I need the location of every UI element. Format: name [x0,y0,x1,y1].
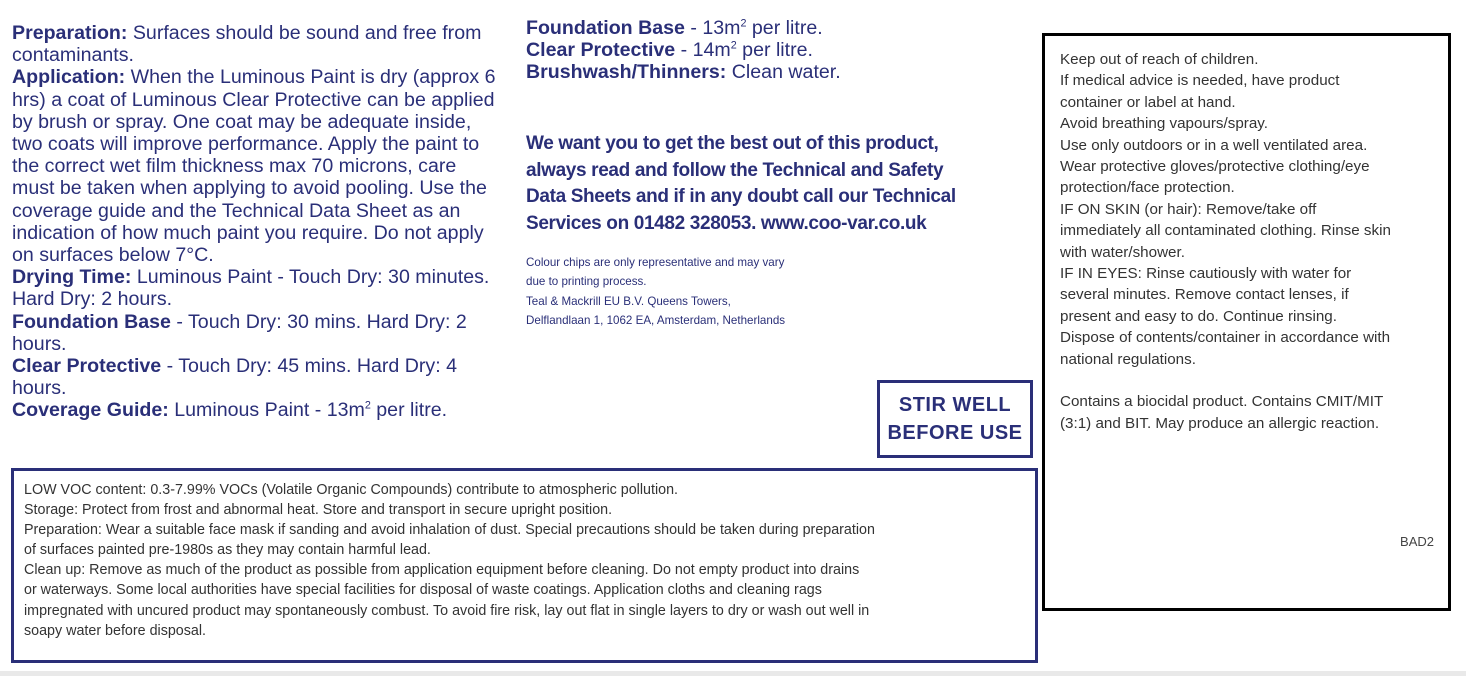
safety-line: If medical advice is needed, have product [1060,72,1340,90]
drying-label: Drying Time: [12,266,132,289]
clear-coverage-superscript: 2 [730,39,737,52]
foundation-coverage-label: Foundation Base [526,17,685,39]
application-text: When the Luminous Paint is dry (approx 6 hrs) a coat of Luminous Clear Protective can be applied by brush or spray. One coat may be adequate inside, two coats will improve performance. Apply the paint to the correct wet film thickness max 70 microns, care must be taken when applying to avoid pooling. Use the coverage guide and the Technical Data Sheet as an indication of how much paint you require. Do not apply on surfaces below 7°C. [12,66,496,267]
brushwash-text: Clean water. [726,61,841,84]
safety-line: IF IN EYES: Rinse cautiously with water for [1060,265,1352,283]
clear-drying-paragraph [12,355,502,399]
reference-code: BAD2 [1400,534,1434,549]
coverage-label: Coverage Guide: [12,399,169,422]
preparation-label: Preparation: [12,22,128,44]
safety-line: protection/face protection. [1060,179,1235,197]
preparation-safety-line: of surfaces painted pre-1980s as they may contain harmful lead. [24,542,431,559]
disclaimer-line: due to printing process. [526,275,647,289]
cta-line: always read and follow the Technical and Safety [526,159,944,181]
safety-line: with water/shower. [1060,243,1185,261]
foundation-coverage-text: - 13m [684,17,741,39]
safety-line: Dispose of contents/container in accordance with [1060,329,1391,347]
brushwash-line [526,61,946,83]
clear-drying-label: Clear Protective [12,355,162,378]
foundation-drying-text: - Touch Dry: 30 mins. Hard Dry: 2 hours. [12,310,467,355]
cleanup-line: Clean up: Remove as much of the product as possible from application equipment before cleaning. Do not empty product into drains [24,562,860,579]
safety-precautions-box [1042,33,1451,611]
cta-line: Services on 01482 328053. www.coo-var.co.uk [526,212,927,234]
safety-line: present and easy to do. Continue rinsing. [1060,307,1337,325]
clear-drying-text: - Touch Dry: 45 mins. Hard Dry: 4 hours. [12,355,458,400]
clear-coverage [526,39,946,61]
foundation-drying-paragraph [12,311,502,355]
clear-coverage-text: - 14m [675,39,731,62]
safety-line: national regulations. [1060,350,1196,368]
safety-line: IF ON SKIN (or hair): Remove/take off [1060,200,1317,218]
preparation-paragraph [12,22,502,66]
coverage-tail: per litre. [370,399,448,422]
biocide-line: Contains a biocidal product. Contains CMIT/MIT [1060,393,1384,411]
coverage-superscript: 2 [364,399,371,412]
instructions-column [12,22,502,422]
preparation-text: Surfaces should be sound and free from contaminants. [12,22,482,67]
safety-line: Wear protective gloves/protective clothing/eye [1060,158,1370,176]
stir-line: BEFORE USE [887,422,1023,444]
address-line: Delflandlaan 1, 1062 EA, Amsterdam, Netherlands [526,314,786,328]
safety-line: several minutes. Remove contact lenses, if [1060,286,1349,304]
coverage-summary [526,17,946,84]
application-paragraph [12,66,502,266]
technical-services-notice [526,131,976,237]
drying-text: Luminous Paint - Touch Dry: 30 minutes. Hard Dry: 2 hours. [12,266,490,311]
stir-line: STIR WELL [898,394,1012,416]
cta-line: Data Sheets and if in any doubt call our Technical [526,186,956,207]
foundation-coverage-superscript: 2 [740,17,747,30]
preparation-safety-line: Preparation: Wear a suitable face mask if sanding and avoid inhalation of dust. Special precautions should be taken during preparation [24,522,875,539]
foundation-coverage-tail: per litre. [746,17,823,39]
cleanup-line: soapy water before disposal. [24,622,206,639]
application-label: Application: [12,66,126,89]
disclaimer-line: Colour chips are only representative and may vary [526,256,785,269]
stir-well-box [877,380,1033,458]
drying-paragraph [12,266,502,310]
safety-line: immediately all contaminated clothing. Rinse skin [1060,222,1391,240]
foundation-drying-label: Foundation Base [12,310,171,333]
cta-line: We want you to get the best out of this product, [526,133,939,154]
cleanup-line: or waterways. Some local authorities have special facilities for disposal of waste coatings. Application cloths and cleaning rags [24,582,822,599]
safety-line: Use only outdoors or in a well ventilated area. [1060,136,1368,154]
cleanup-line: impregnated with uncured product may spontaneously combust. To avoid fire risk, lay out flat in single layers to dry or wash out well in [24,602,870,619]
clear-coverage-label: Clear Protective [526,39,676,62]
spacer [1060,370,1448,391]
foundation-coverage [526,17,946,39]
storage-line: Storage: Protect from frost and abnormal heat. Store and transport in secure upright position. [24,502,613,519]
brushwash-label: Brushwash/Thinners: [526,61,727,84]
coverage-paragraph [12,399,502,421]
biocide-line: (3:1) and BIT. May produce an allergic reaction. [1060,414,1380,432]
page-edge-divider [0,671,1466,676]
voc-storage-box [11,468,1038,663]
address-line: Teal & Mackrill EU B.V. Queens Towers, [526,294,731,308]
safety-line: Avoid breathing vapours/spray. [1060,115,1268,133]
clear-coverage-tail: per litre. [736,39,813,62]
safety-line: Keep out of reach of children. [1060,51,1259,68]
disclaimer-block [526,253,856,331]
voc-line: LOW VOC content: 0.3-7.99% VOCs (Volatile Organic Compounds) contribute to atmospheric pollution. [24,482,678,498]
safety-line: container or label at hand. [1060,93,1236,111]
coverage-text: Luminous Paint - 13m [168,399,365,422]
